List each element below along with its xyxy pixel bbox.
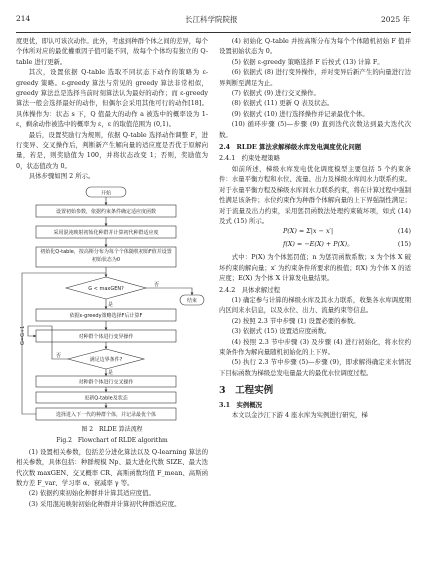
equation-body xyxy=(283,239,354,249)
page-number: 214 xyxy=(16,14,31,23)
header-rule xyxy=(16,32,411,33)
step-item: (2) 按照 2.3 节中步骤 (1) 设置必要的参数。 xyxy=(231,316,360,325)
step-item: (5) 依据 ε-greedy 策略选择 F 后按式 (13) 计算 F。 xyxy=(231,57,384,66)
equation-body: P(X) = Σ|x − x′| xyxy=(283,227,334,236)
flowchart xyxy=(16,185,208,424)
step-item: (4) 按照 2.3 节中步骤 (3) 及步骤 (4) 进行初始化，将水位约束条件作为解向量随机初始化的上下界。 xyxy=(219,337,411,356)
subsection-heading: 2.4.1 约束处理策略 xyxy=(219,154,280,163)
left-column xyxy=(16,36,208,509)
step-item: (1) 设置相关参数，包括差分进化算法以及 Q-learning 算法的相关参数，具体包括：种群规模 Np、最大进化代数 SIZE、最大迭代次数 maxGEN、交叉概率 CR、高斯函数均值 F_mean、高斯函数方差 F_var、学习率 α、衰减率 γ 等。 xyxy=(16,447,208,487)
right-column xyxy=(219,36,411,420)
step-item: (3) 采用混沌映射初始化种群并计算初代种群适应度。 xyxy=(28,499,181,508)
flow-yes-label: 是 xyxy=(108,301,114,308)
step-item: (1) 确定参与计算的梯级水库及其水力联系，收集各水库调度期内区间来水信息，以及水位、出力、流量约束等信息。 xyxy=(219,295,411,315)
flow-box-init-pop-label: 采用混沌映射初始化种群并计算初代种群适应度 xyxy=(53,229,159,236)
flow-box-selection-label: 选择进入下一代的种群个体，并记录最优个体 xyxy=(55,411,157,418)
subsection-heading: 3.1 实例概况 xyxy=(219,400,263,409)
flow-box-crossover-label: 对种群个体进行交叉操作 xyxy=(78,379,134,386)
flow-box-params-label: 设置初始参数，依据约束条件确定适应度函数 xyxy=(55,208,157,215)
flow-box-update-q-label: 更新Q-table及状态 xyxy=(84,395,128,402)
step-item: (8) 依据式 (11) 更新 Q 表及状态。 xyxy=(231,99,334,108)
page-header xyxy=(0,0,427,38)
step-item: (5) 执行 2.3 节中步骤 (5)—步骤 (9)，即求解得确定来水情况下目标函数为梯级总发电量最大的最优水位调度过程。 xyxy=(219,358,411,377)
paragraph: 其次，设置依据 Q-table 选取不同状态下动作的策略为 ε-greedy 策略。ε-greedy 算法与常见的 greedy 算法非常相似，greedy 算法总是选择当前时刻算法认为最好的动作；而 ε-greedy 算法一般会选择最好的动作，但偶尔会采用其他可行的动作[18]。具体操作为：状态 s 下，Q 值最大的动作 a 被选中的概率设为 1-ε，剩余动作被选中的概率为 ε，ε 的取值范围为 (0,1)。 xyxy=(16,68,208,129)
flow-box-mutation-label: 对种群个体进行变异操作 xyxy=(78,333,134,340)
paragraph: 本文以金沙江下游 4 座水库为实例进行研究，梯 xyxy=(231,411,368,419)
paragraph: 如前所述，梯级水库发电优化调度模型主要包括 5 个约束条件：水量平衡方程和水位、流量、出力及梯级水库间水力联系约束。对于水量平衡方程及梯级水库间水力联系约束，将在计算过程中强制性满足该条件；水位约束作为种群个体解向量的上下界强制性满足；对于流量及出力约束，采用惩罚函数法处理约束破坏项，如式 (14) 及式 (15) 所示。 xyxy=(219,164,411,225)
flow-box-init-qtable-label: 初始化Q-table，按高斯分布为每个个体随机初始F值并设置初始状态为0 xyxy=(40,248,172,263)
equation-number: (15) xyxy=(397,240,411,249)
step-item: (6) 依据式 (8) 进行变异操作，并对变异后新产生的向量进行边界判断至满足为止。 xyxy=(219,68,411,87)
section-heading: 2.4 RLDE 算法求解梯级水库发电调度优化问题 xyxy=(219,143,362,152)
subsection-heading: 2.4.2 具体求解过程 xyxy=(219,285,280,294)
paragraph: 最后，设置奖励行为规则，依据 Q-table 选择动作调整 F，进行变异、交叉操作后，判断新产生解向量的适应度是否优于原解向量，若是，则奖励值为 100，并将状态改变 1；否则，奖励值为 0，状态值改为 0。 xyxy=(16,130,208,170)
step-item: (9) 依据式 (10) 进行选择操作并记录最优个体。 xyxy=(231,109,369,118)
step-item: (10) 循环步骤 (5)—步骤 (9) 直到迭代次数达到最大迭代次数。 xyxy=(219,120,411,139)
equation-15 xyxy=(219,239,411,252)
journal-name: 长江科学院院报 xyxy=(185,15,238,24)
equation-punct: 。 xyxy=(347,240,354,249)
flow-end-label: 结束 xyxy=(186,297,198,304)
step-item: (4) 初始化 Q-table 并按高斯分布为每个个体随机初始 F 值并设置初始状态为 0。 xyxy=(219,37,411,56)
equation-number: (14) xyxy=(397,227,411,236)
flow-no-label: 否 xyxy=(154,281,160,288)
figure-caption-en: Fig.2 Flowchart of RLDE algorithm xyxy=(56,436,168,444)
flow-start-label: 开始 xyxy=(100,190,112,197)
equation-14 xyxy=(219,226,411,239)
figure-caption-cn: 图 2 RLDE 算法流程 xyxy=(81,425,143,433)
section-heading: 3 工程实例 xyxy=(219,385,274,397)
step-item: (2) 依据约束初始化种群并计算其适应度值。 xyxy=(28,489,155,498)
flow-g-increment-label: G=G+1 xyxy=(20,325,26,345)
flow-box-select-f-label: 依据ε-greedy策略选择F后计算F xyxy=(69,312,143,319)
paragraph: 具体步骤如图 2 所示。 xyxy=(28,172,95,181)
flow-decision-maxgen-label: G < maxGEN? xyxy=(88,285,124,292)
flowchart-figure xyxy=(16,185,208,424)
equation-expression: f(X) = −E(X) + P(X) xyxy=(283,240,348,249)
step-item: (7) 依据式 (9) 进行交叉操作。 xyxy=(231,89,320,98)
paragraph: 式中：P(X) 为个体惩罚值；n 为惩罚函数系数；x 为个体 X 破坏约束的解向量；x′ 为约束条件所要求的极值；f(X) 为个体 X 的适应度；E(X) 为个体 X 计算发电量结果。 xyxy=(219,253,411,283)
flow-decision-boundary-label: 满足边界条件? xyxy=(89,356,123,363)
flow-no-label: 否 xyxy=(56,352,62,359)
paragraph: 度更优，即认可该次动作。此外，考虑到种群个体之间的差异，每个个体所对应的最优權重因子值可能不同，故每个个体均有独立的 Q-table 进行更新。 xyxy=(16,37,208,66)
journal-year: 2025 年 xyxy=(381,15,410,24)
step-item: (3) 依据式 (15) 设置适应度函数。 xyxy=(231,327,331,336)
flow-yes-label: 是 xyxy=(108,369,114,376)
